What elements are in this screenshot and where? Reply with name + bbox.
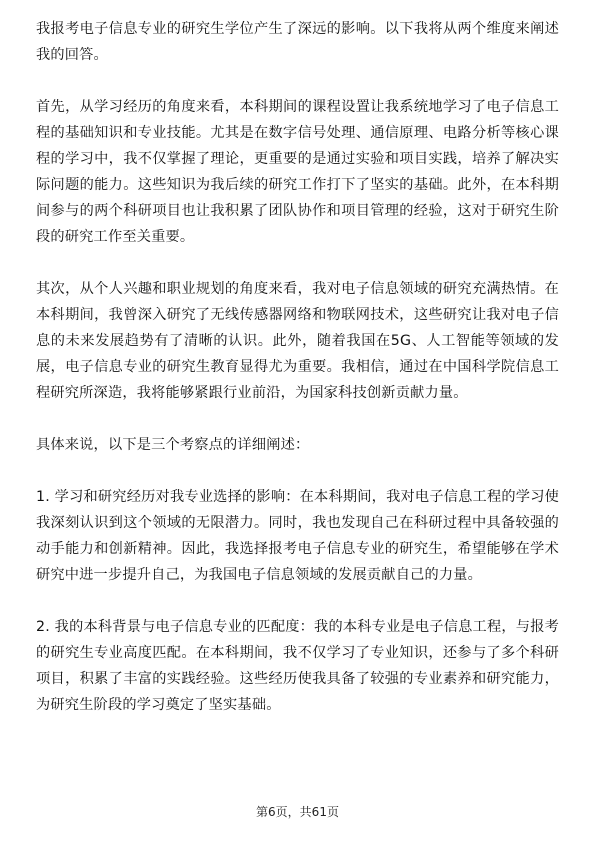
document-body (36, 16, 559, 718)
paragraph-specifics-intro: 具体来说，以下是三个考察点的详细阐述： (36, 437, 310, 453)
paragraph-point-1: 1. 学习和研究经历对我专业选择的影响：在本科期间，我对电子信息工程的学习使我深刻认识到这个领域的无限潜力。同时，我也发现自己在科研过程中具备较强的动手能力和创新精神。因此，我选择报考电子信息专业的研究生，希望能够在学术研究中进一步提升自己，为我国电子信息领域的发展贡献自己的力量。 (36, 489, 559, 583)
paragraph-intro: 我报考电子信息专业的研究生学位产生了深远的影响。以下我将从两个维度来阐述我的回答。 (36, 21, 559, 63)
paragraph-first-dimension: 首先，从学习经历的角度来看，本科期间的课程设置让我系统地学习了电子信息工程的基础知识和专业技能。尤其是在数字信号处理、通信原理、电路分析等核心课程的学习中，我不仅掌握了理论，更重要的是通过实验和项目实践，培养了解决实际问题的能力。这些知识为我后续的研究工作打下了坚实的基础。此外，在本科期间参与的两个科研项目也让我积累了团队协作和项目管理的经验，这对于研究生阶段的研究工作至关重要。 (36, 99, 559, 245)
page-number-footer: 第6页，共61页 (256, 805, 339, 819)
paragraph-point-2: 2. 我的本科背景与电子信息专业的匹配度：我的本科专业是电子信息工程，与报考的研究生专业高度匹配。在本科期间，我不仅学习了专业知识，还参与了多个科研项目，积累了丰富的实践经验。这些经历使我具备了较强的专业素养和研究能力，为研究生阶段的学习奠定了坚实基础。 (36, 619, 559, 713)
paragraph-second-dimension: 其次，从个人兴趣和职业规划的角度来看，我对电子信息领域的研究充满热情。在本科期间，我曾深入研究了无线传感器网络和物联网技术，这些研究让我对电子信息的未来发展趋势有了清晰的认识。此外，随着我国在5G、人工智能等领域的发展，电子信息专业的研究生教育显得尤为重要。我相信，通过在中国科学院信息工程研究所深造，我将能够紧跟行业前沿，为国家科技创新贡献力量。 (36, 281, 559, 401)
